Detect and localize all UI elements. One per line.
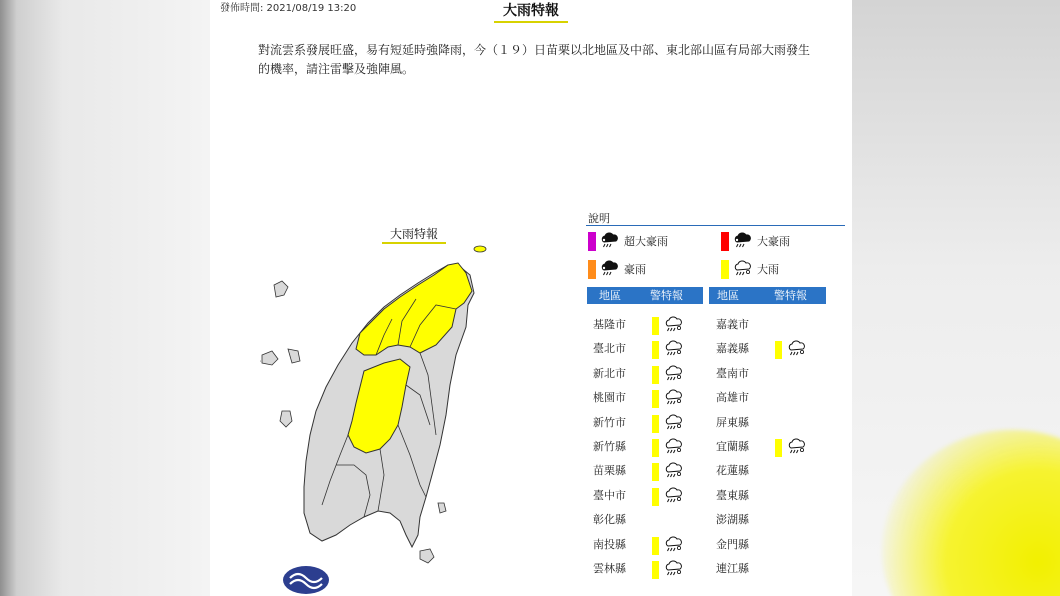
warning-bar xyxy=(652,463,659,481)
region-name: 臺南市 xyxy=(716,366,749,380)
rain-cloud-icon xyxy=(664,536,684,554)
warning-bar xyxy=(652,341,659,359)
warning-bar xyxy=(652,366,659,384)
legend-item xyxy=(721,259,779,279)
warning-bulletin xyxy=(210,0,852,596)
legend-item xyxy=(721,231,790,251)
heavy-rain-cloud-icon xyxy=(733,232,753,250)
rain-cloud-icon xyxy=(664,414,684,432)
legend-item xyxy=(588,259,646,279)
issue-time: 發佈時間: 2021/08/19 13:20 xyxy=(220,3,357,14)
region-name: 高雄市 xyxy=(716,391,749,405)
penghu-islands xyxy=(260,281,300,427)
col-region-left: 地區 xyxy=(599,289,621,302)
cwb-logo xyxy=(282,565,330,595)
region-name: 新竹市 xyxy=(593,415,626,429)
warning-description xyxy=(258,41,818,79)
rain-cloud-icon xyxy=(664,462,684,480)
warning-bar xyxy=(652,439,659,457)
legend-item-label: 豪雨 xyxy=(624,263,646,276)
heavy-rain-cloud-icon xyxy=(600,260,620,278)
warning-bar xyxy=(652,390,659,408)
region-name: 嘉義縣 xyxy=(716,342,749,356)
islet-north xyxy=(474,246,486,252)
region-name: 嘉義市 xyxy=(716,318,749,331)
legend-item-label: 大豪雨 xyxy=(757,235,790,248)
rain-cloud-icon xyxy=(733,260,753,278)
rain-cloud-icon xyxy=(664,487,684,505)
warning-bar xyxy=(652,488,659,506)
rain-cloud-icon xyxy=(664,414,684,432)
legend-swatch xyxy=(588,232,596,251)
green-island xyxy=(438,503,446,513)
legend-item xyxy=(588,231,668,251)
page-title: 大雨特報 xyxy=(494,0,568,23)
rain-cloud-icon xyxy=(787,438,807,456)
warning-bar xyxy=(652,317,659,335)
rain-cloud-icon xyxy=(664,438,684,456)
heavy-rain-cloud-icon xyxy=(600,260,620,278)
warning-bar xyxy=(775,439,782,457)
description-line-1: 對流雲系發展旺盛，易有短延時強降雨，今（１９）日苗栗以北地區及中部、東北部山區有局部大雨發生 xyxy=(258,43,811,57)
region-name: 花蓮縣 xyxy=(716,464,749,478)
rain-cloud-icon xyxy=(664,365,684,383)
region-name: 桃園市 xyxy=(593,391,626,405)
region-name: 臺北市 xyxy=(593,342,626,356)
region-name: 臺東縣 xyxy=(716,488,749,502)
rain-cloud-icon xyxy=(787,340,807,358)
orchid-island xyxy=(420,549,434,563)
rain-cloud-icon xyxy=(664,340,684,358)
background-left xyxy=(0,0,210,596)
region-name: 新竹縣 xyxy=(593,440,626,453)
rain-cloud-icon xyxy=(664,316,684,334)
rain-cloud-icon xyxy=(664,462,684,480)
rain-cloud-icon xyxy=(664,340,684,358)
region-name: 雲林縣 xyxy=(593,562,626,575)
description-line-2: 的機率，請注雷擊及強陣風。 xyxy=(258,62,415,76)
table-header-right xyxy=(709,287,826,304)
rain-cloud-icon xyxy=(664,536,684,554)
rain-cloud-icon xyxy=(664,389,684,407)
warning-bar xyxy=(652,561,659,579)
region-name: 金門縣 xyxy=(716,537,749,551)
rain-cloud-icon xyxy=(787,438,807,456)
background-right xyxy=(852,0,1060,596)
rain-cloud-icon xyxy=(787,340,807,358)
legend-item-label: 超大豪雨 xyxy=(624,235,668,248)
rain-cloud-icon xyxy=(664,487,684,505)
heavy-rain-cloud-icon xyxy=(733,232,753,250)
legend-item-label: 大雨 xyxy=(757,263,779,276)
legend-swatch xyxy=(721,260,729,279)
map-title: 大雨特報 xyxy=(382,225,446,244)
rain-cloud-icon xyxy=(733,260,753,278)
region-name: 南投縣 xyxy=(593,537,626,551)
legend-label: 說明 xyxy=(588,212,610,225)
region-name: 連江縣 xyxy=(716,562,749,575)
warning-bar xyxy=(652,537,659,555)
background-yellow-blur xyxy=(882,430,1060,596)
col-warning-left: 警特報 xyxy=(650,289,683,302)
rain-cloud-icon xyxy=(664,389,684,407)
region-name: 苗栗縣 xyxy=(593,464,626,478)
heavy-rain-cloud-icon xyxy=(600,232,620,250)
rain-cloud-icon xyxy=(664,560,684,578)
region-name: 基隆市 xyxy=(593,318,626,331)
rain-cloud-icon xyxy=(664,316,684,334)
heavy-rain-cloud-icon xyxy=(600,232,620,250)
region-name: 宜蘭縣 xyxy=(716,440,749,453)
rain-cloud-icon xyxy=(664,438,684,456)
region-name: 屏東縣 xyxy=(716,415,749,429)
warning-bar xyxy=(775,341,782,359)
legend-swatch xyxy=(588,260,596,279)
region-name: 臺中市 xyxy=(593,488,626,502)
region-name: 彰化縣 xyxy=(593,513,626,527)
col-region-right: 地區 xyxy=(717,289,739,302)
table-header-left xyxy=(587,287,703,304)
taiwan-warning-map xyxy=(260,235,490,565)
col-warning-right: 警特報 xyxy=(774,289,807,302)
rain-cloud-icon xyxy=(664,365,684,383)
legend-divider xyxy=(586,225,845,226)
warning-bar xyxy=(652,415,659,433)
rain-cloud-icon xyxy=(664,560,684,578)
legend-swatch xyxy=(721,232,729,251)
region-name: 澎湖縣 xyxy=(716,513,749,527)
region-name: 新北市 xyxy=(593,366,626,380)
